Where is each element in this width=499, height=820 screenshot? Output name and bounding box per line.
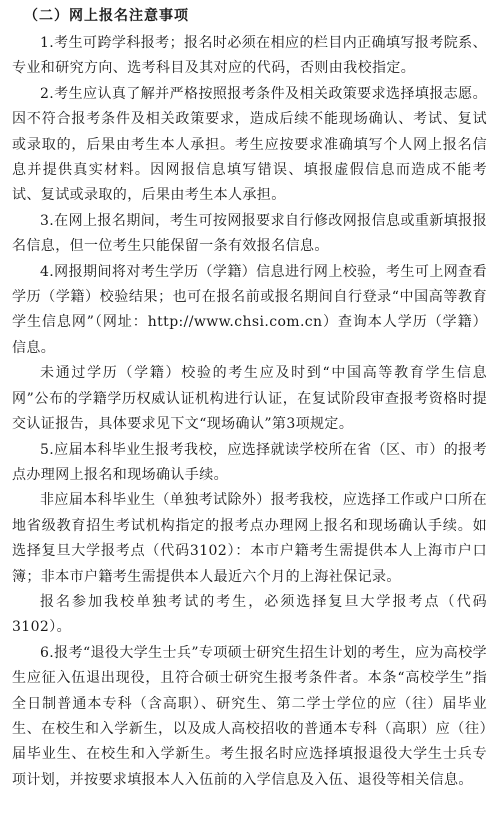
section-title: （二）网上报名注意事项 [24, 8, 189, 24]
paragraph-6: 6.报考“退役大学生士兵”专项硕士研究生招生计划的考生，应为高校学生应征入伍退出现役，且符合硕士研究生报考条件者。本条“高校学生”指全日制普通本专科（含高职）、研究生、第二学士学位的应（往）届毕业生、在校生和入学新生，以及成人高校招收的普通本专科（高职）应（往）届毕业生、在校生和入学新生。考生报名时应选择填报退役大学生士兵专项计划，并按要求填报本人入伍前的入学信息及入伍、退役等相关信息。 [12, 644, 487, 788]
paragraph-5-separate-exam: 报名参加我校单独考试的考生，必须选择复旦大学报考点（代码3102）。 [12, 593, 487, 636]
paragraph-4: 4.网报期间将对考生学历（学籍）信息进行网上校验，考生可上网查看学历（学籍）校验结果；也可在报名前或报名期间自行登录“中国高等教育学生信息网”（网址：http://www.chsi.com.cn）查询本人学历（学籍）信息。 [12, 263, 487, 356]
paragraph-5: 5.应届本科毕业生报考我校，应选择就读学校所在省（区、市）的报考点办理网上报名和现场确认手续。 [12, 441, 487, 483]
paragraph-1: 1.考生可跨学科报考；报名时必须在相应的栏目内正确填写报考院系、专业和研究方向、选考科目及其对应的代码，否则由我校指定。 [12, 35, 487, 77]
paragraph-3: 3.在网上报名期间，考生可按网报要求自行修改网报信息或重新填报报名信息，但一位考生只能保留一条有效报名信息。 [12, 212, 487, 255]
paragraph-2: 2.考生应认真了解并严格按照报考条件及相关政策要求选择填报志愿。因不符合报考条件及相关政策要求，造成后续不能现场确认、考试、复试或录取的，后果由考生本人承担。考生应按要求准确填写个人网上报名信息并提供真实材料。因网报信息填写错误、填报虚假信息而造成不能考试、复试或录取的，后果由考生本人承担。 [12, 85, 487, 204]
paragraph-4-note: 未通过学历（学籍）校验的考生应及时到“中国高等教育学生信息网”公布的学籍学历权威认证机构进行认证，在复试阶段审查报考资格时提交认证报告，具体要求见下文“现场确认”第3项规定。 [12, 365, 487, 433]
paragraph-5-nonfresh: 非应届本科毕业生（单独考试除外）报考我校，应选择工作或户口所在地省级教育招生考试机构指定的报考点办理网上报名和现场确认手续。如选择复旦大学报考点（代码3102）：本市户籍考生需提供本人上海市户口簿；非本市户籍考生需提供本人最近六个月的上海社保记录。 [12, 492, 487, 585]
